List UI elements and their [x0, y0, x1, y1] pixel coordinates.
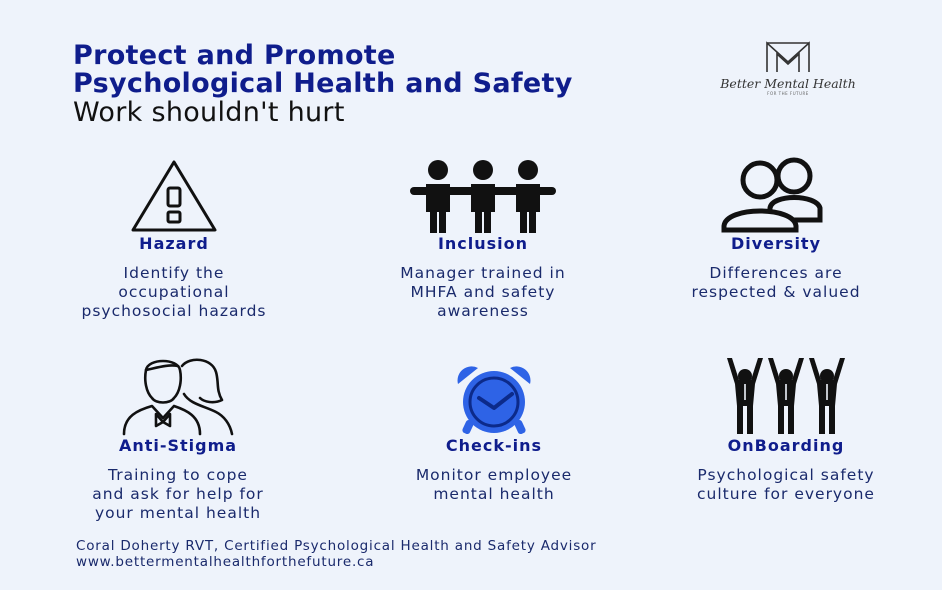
card-title: Check-ins [445, 436, 543, 455]
card-description: Differences are respected & valued [691, 264, 861, 301]
card-onboarding [671, 352, 901, 504]
card-title: OnBoarding [727, 436, 845, 455]
card-title: Hazard [139, 234, 209, 253]
two-people-icon [661, 150, 891, 234]
card-diversity [661, 150, 891, 302]
page-title-line1: Protect and Promote [73, 40, 396, 71]
celebrating-people-icon [671, 352, 901, 436]
card-inclusion [368, 150, 598, 321]
page-subtitle: Work shouldn't hurt [73, 97, 345, 128]
man-woman-icon [63, 352, 293, 436]
card-description: Training to cope and ask for help for your mental health [92, 466, 264, 522]
people-holding-hands-icon [368, 150, 598, 234]
logo-mark-icon [763, 40, 813, 74]
card-description: Identify the occupational psychosocial hazards [81, 264, 267, 320]
card-anti-stigma [63, 352, 293, 523]
alarm-clock-icon [379, 352, 609, 436]
warning-icon [59, 150, 289, 234]
footer [76, 538, 596, 570]
footer-author: Coral Doherty RVT, Certified Psychological Health and Safety Advisor [76, 538, 597, 554]
title-block [73, 42, 573, 128]
card-hazard [59, 150, 289, 321]
card-title: Anti-Stigma [118, 436, 238, 455]
logo-text: Better Mental Health [720, 76, 856, 91]
card-description: Monitor employee mental health [415, 466, 573, 503]
card-title: Diversity [730, 234, 822, 253]
footer-website: www.bettermentalhealthforthefuture.ca [76, 554, 375, 570]
logo [718, 40, 858, 96]
card-check-ins [379, 352, 609, 504]
card-description: Manager trained in MHFA and safety awareness [400, 264, 566, 320]
logo-tagline: FOR THE FUTURE [767, 91, 809, 96]
card-description: Psychological safety culture for everyone [697, 466, 875, 503]
page-title-line2: Psychological Health and Safety [73, 68, 573, 99]
card-title: Inclusion [437, 234, 529, 253]
